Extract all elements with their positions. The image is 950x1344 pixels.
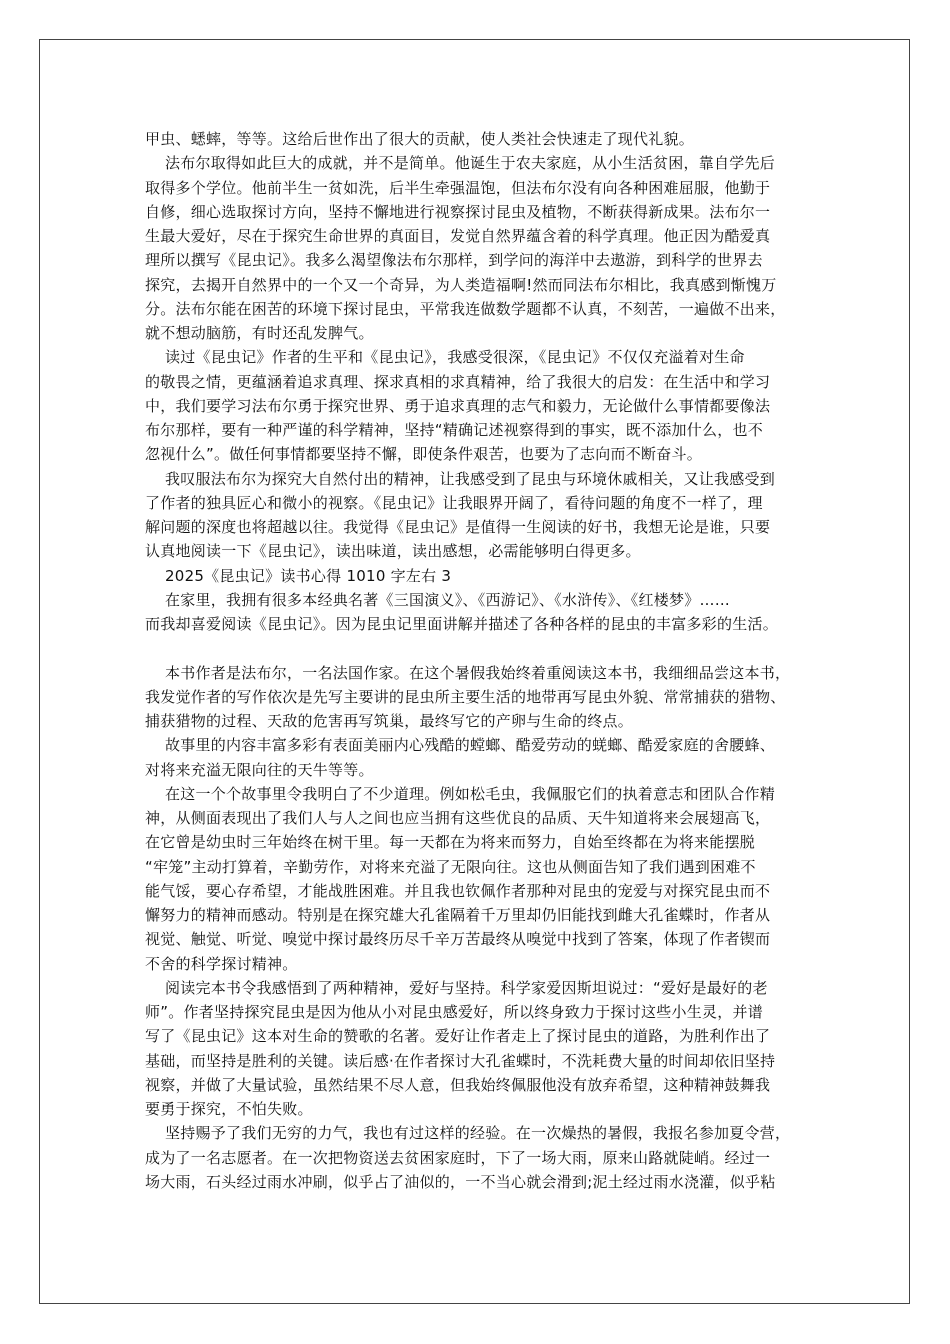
text-line: 2025《昆虫记》读书心得 1010 字左右 3 <box>165 566 452 585</box>
text-line: 解问题的深度也将超越以往。我觉得《昆虫记》是值得一生阅读的好书，我想无论是谁，只要 <box>145 518 771 536</box>
text-line: 神，从侧面表现出了我们人与人之间也应当拥有这些优良的品质、天牛知道将来会展翅高飞， <box>145 809 771 827</box>
text-line: 成为了一名志愿者。在一次把物资送去贫困家庭时，下了一场大雨，原来山路就陡峭。经过一 <box>145 1148 771 1167</box>
text-line: 布尔那样，要有一种严谨的科学精神，坚持“精确记述视察得到的事实，既不添加什么，也不 <box>145 421 764 439</box>
text-line: 我叹服法布尔为探究大自然付出的精神，让我感受到了昆虫与环境休戚相关，又让我感受到 <box>165 469 776 488</box>
text-line: 基础，而坚持是胜利的关键。读后感·在作者探讨大孔雀蝶时，不洗耗费大量的时间却依旧坚持 <box>145 1051 776 1070</box>
text-line: 在它曾是幼虫时三年始终在树干里。每一天都在为将来而努力，自始至终都在为将来能摆脱 <box>145 833 756 852</box>
text-line: 故事里的内容丰富多彩有表面美丽内心残酷的螳螂、酷爱劳动的蜣螂、酷爱家庭的舍腰蜂、 <box>165 736 776 755</box>
text-line: 而我却喜爱阅读《昆虫记》。因为昆虫记里面讲解并描述了各种各样的昆虫的丰富多彩的生活。 <box>145 615 779 633</box>
text-line: 对将来充溢无限向往的天牛等等。 <box>145 760 374 779</box>
text-line: 忽视什么”。做任何事情都要坚持不懈，即使条件艰苦，也要为了志向而不断奋斗。 <box>145 445 703 464</box>
text-line: 的敬畏之情，更蕴涵着追求真理、探求真相的求真精神，给了我很大的启发：在生活中和学习 <box>145 372 771 391</box>
text-line: 理所以撰写《昆虫记》。我多么渴望像法布尔那样，到学问的海洋中去遨游，到科学的世界去 <box>145 251 763 270</box>
text-line: “牢笼”主动打算着，辛勤劳作，对将来充溢了无限向往。这也从侧面告知了我们遇到困难不 <box>145 857 756 876</box>
text-line: 要勇于探究，不怕失败。 <box>145 1100 313 1118</box>
text-line: 场大雨，石头经过雨水冲刷，似乎占了油似的，一不当心就会滑到;泥土经过雨水浇灌，似乎粘 <box>145 1172 776 1191</box>
text-line: 自修，细心选取探讨方向，坚持不懈地进行视察探讨昆虫及植物，不断获得新成果。法布尔一 <box>145 202 771 221</box>
text-line: 能气馁，要心存希望，才能战胜困难。并且我也钦佩作者那种对昆虫的宠爱与对探究昆虫而不 <box>145 881 771 900</box>
text-line: 阅读完本书令我感悟到了两种精神，爱好与坚持。科学家爱因斯坦说过：“爱好是最好的老 <box>165 978 768 997</box>
text-line: 本书作者是法布尔，一名法国作家。在这个暑假我始终着重阅读这本书，我细细品尝这本书， <box>165 663 791 682</box>
text-line: 就不想动脑筋，有时还乱发脾气。 <box>145 324 374 342</box>
text-line: 懈努力的精神而感动。特别是在探究雄大孔雀隔着千万里却仍旧能找到雌大孔雀蝶时，作者从 <box>145 906 771 924</box>
text-line: 视觉、触觉、听觉、嗅觉中探讨最终历尽千辛万苦最终从嗅觉中找到了答案，体现了作者锲而 <box>145 930 771 949</box>
text-line: 取得多个学位。他前半生一贫如洗，后半生牵强温饱，但法布尔没有向各种困难屈服，他勤于 <box>145 178 771 197</box>
text-line: 法布尔取得如此巨大的成就，并不是简单。他诞生于农夫家庭，从小生活贫困，靠自学先后 <box>165 154 776 173</box>
text-line: 师”。作者坚持探究昆虫是因为他从小对昆虫感爱好，所以终身致力于探讨这些小生灵，并谱 <box>145 1003 764 1021</box>
text-line: 捕获猎物的过程、天敌的危害再写筑巢，最终写它的产卵与生命的终点。 <box>145 712 634 730</box>
text-line: 分。法布尔能在困苦的环境下探讨昆虫，平常我连做数学题都不认真，不刻苦，一遍做不出来， <box>145 299 786 318</box>
text-line: 我发觉作者的写作依次是先写主要讲的昆虫所主要生活的地带再写昆虫外貌、常常捕获的猎物、 <box>145 687 786 706</box>
text-line: 坚持赐予了我们无穷的力气，我也有过这样的经验。在一次燥热的暑假，我报名参加夏令营， <box>165 1124 791 1143</box>
text-line: 在这一个个故事里令我明白了不少道理。例如松毛虫，我佩服它们的执着意志和团队合作精 <box>165 784 776 803</box>
blank-line <box>145 636 810 660</box>
text-line: 中，我们要学习法布尔勇于探究世界、勇于追求真理的志气和毅力，无论做什么事情都要像法 <box>145 396 771 415</box>
text-line: 甲虫、蟋蟀，等等。这给后世作出了很大的贡献，使人类社会快速走了现代礼貌。 <box>145 130 695 148</box>
text-line: 在家里，我拥有很多本经典名著《三国演义》、《西游记》、《水浒传》、《红楼梦》…… <box>165 590 731 609</box>
document-body <box>145 127 810 1194</box>
text-line: 写了《昆虫记》这本对生命的赞歌的名著。爱好让作者走上了探讨昆虫的道路，为胜利作出了 <box>145 1027 771 1046</box>
text-line: 生最大爱好，尽在于探究生命世界的真面目，发觉自然界蕴含着的科学真理。他正因为酷爱真 <box>145 227 771 245</box>
text-line: 探究，去揭开自然界中的一个又一个奇异，为人类造福啊!然而同法布尔相比，我真感到惭愧万 <box>145 275 777 294</box>
text-line: 认真地阅读一下《昆虫记》，读出味道，读出感想，必需能够明白得更多。 <box>145 542 641 561</box>
text-line: 了作者的独具匠心和微小的视察。《昆虫记》让我眼界开阔了，看待问题的角度不一样了，理 <box>145 493 763 512</box>
text-line: 不舍的科学探讨精神。 <box>145 954 298 973</box>
text-line: 读过《昆虫记》作者的生平和《昆虫记》，我感受很深，《昆虫记》不仅仅充溢着对生命 <box>165 348 745 367</box>
text-line: 视察，并做了大量试验，虽然结果不尽人意，但我始终佩服他没有放弃希望，这种精神鼓舞我 <box>145 1075 771 1094</box>
